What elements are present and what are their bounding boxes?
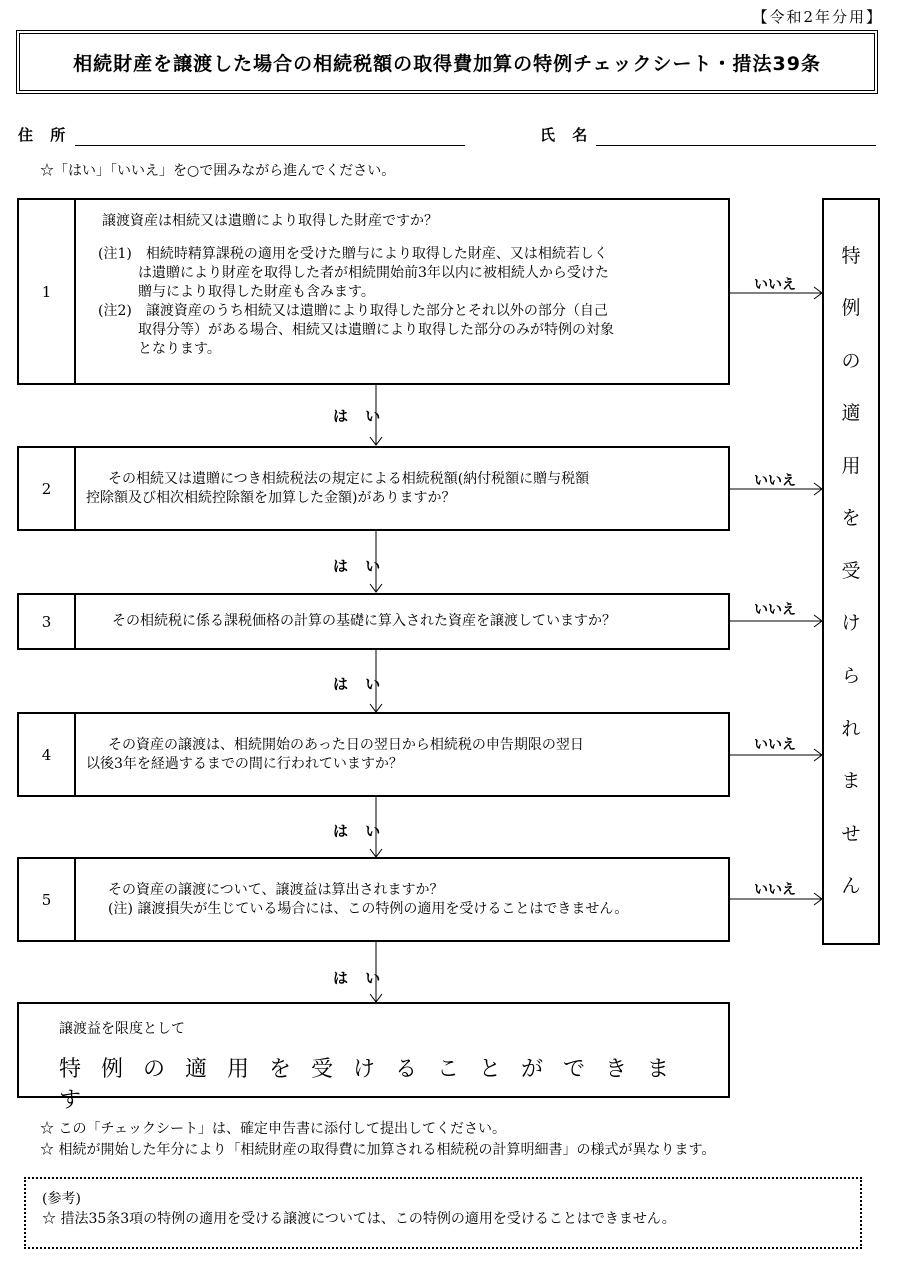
question-1-note-1 (98, 245, 720, 302)
side-char: ら (841, 665, 861, 688)
side-char: を (841, 507, 861, 530)
question-3-line-1: その相続税に係る課税価格の計算の基礎に算入された資産を譲渡していますか？ (112, 613, 616, 629)
reference-heading: (参考) (42, 1191, 81, 1207)
note-line: は遺贈により財産を取得した者が相続開始前3年以内に被相続人から受けた (138, 265, 609, 281)
yes-option-1[interactable]: は い (333, 407, 387, 425)
question-4-box (17, 712, 730, 797)
note-line: (注2) 譲渡資産のうち相続又は遺贈により取得した部分とそれ以外の部分（自己 (98, 303, 608, 319)
no-option-2[interactable]: いいえ (754, 473, 796, 489)
address-label: 住 所 (18, 126, 72, 144)
side-char: の (841, 349, 861, 372)
side-char: 用 (841, 454, 861, 477)
note-line: となります。 (138, 341, 221, 357)
question-number: 4 (19, 714, 76, 795)
note-line: 贈与により取得した財産も含みます。 (138, 284, 375, 300)
question-number: 2 (19, 448, 76, 529)
result-big-text: 特例の適用を受けることができます (59, 1057, 690, 1113)
yes-option-5[interactable]: は い (333, 969, 387, 987)
footnote-2: ☆ 相続が開始した年分により「相続財産の取得費に加算される相続税の計算明細書」の様式が異なります。 (40, 1142, 716, 1158)
side-char: ん (841, 875, 861, 898)
question-number: 3 (19, 595, 76, 648)
yes-option-2[interactable]: は い (333, 557, 387, 575)
question-4-line-2: 以後3年を経過するまでの間に行われていますか？ (86, 755, 403, 772)
side-char: け (841, 612, 861, 635)
side-char: ま (841, 770, 861, 793)
no-option-4[interactable]: いいえ (754, 737, 796, 753)
result-box (17, 1002, 730, 1113)
question-2-box (17, 446, 730, 531)
side-char: せ (841, 822, 861, 845)
yes-option-3[interactable]: は い (333, 675, 387, 693)
question-1-text: 譲渡資産は相続又は遺贈により取得した財産ですか？ (102, 213, 438, 229)
year-label: 【令和2年分用】 (752, 8, 883, 26)
no-option-5[interactable]: いいえ (754, 882, 796, 898)
note-line: (注1) 相続時精算課税の適用を受けた贈与により取得した財産、又は相続若しく (98, 246, 608, 262)
side-char: 適 (841, 402, 861, 425)
question-number: 1 (19, 200, 76, 383)
name-label: 氏 名 (540, 126, 594, 144)
question-5-line-2: (注) 譲渡損失が生じている場合には、この特例の適用を受けることはできません。 (108, 900, 629, 917)
question-2-line-2: 控除額及び相次相続控除額を加算した金額)がありますか？ (86, 489, 456, 506)
question-5-line-1: その資産の譲渡について、譲渡益は算出されますか？ (108, 881, 444, 898)
reference-text: ☆ 措法35条3項の特例の適用を受ける譲渡については、この特例の適用を受けることはできません。 (42, 1211, 676, 1227)
question-1-note-2 (98, 302, 720, 359)
question-2-line-1: その相続又は遺贈につき相続税法の規定による相続税額(納付税額に贈与税額 (108, 470, 590, 487)
no-option-3[interactable]: いいえ (754, 602, 796, 618)
side-char: 受 (841, 559, 861, 582)
footnote-1: ☆ この「チェックシート」は、確定申告書に添付して提出してください。 (40, 1121, 507, 1137)
no-option-1[interactable]: いいえ (754, 277, 796, 293)
side-char: れ (841, 717, 861, 740)
question-1-box (17, 198, 730, 385)
question-number: 5 (19, 859, 76, 940)
page-title: 相続財産を譲渡した場合の相続税額の取得費加算の特例チェックシート・措法39条 (73, 52, 821, 75)
yes-option-4[interactable]: は い (333, 822, 387, 840)
question-5-box (17, 857, 730, 942)
question-3-box (17, 593, 730, 650)
result-small-text: 譲渡益を限度として (59, 1021, 185, 1037)
not-applicable-box (822, 198, 880, 945)
question-4-line-1: その資産の譲渡は、相続開始のあった日の翌日から相続税の申告期限の翌日 (108, 736, 584, 753)
side-char: 特 (841, 244, 861, 267)
instruction-text: ☆「はい」「いいえ」を○で囲みながら進んでください。 (40, 163, 396, 179)
note-line: 取得分等）がある場合、相続又は遺贈により取得した部分のみが特例の対象 (138, 322, 614, 338)
side-char: 例 (841, 297, 861, 320)
reference-box (24, 1177, 862, 1249)
